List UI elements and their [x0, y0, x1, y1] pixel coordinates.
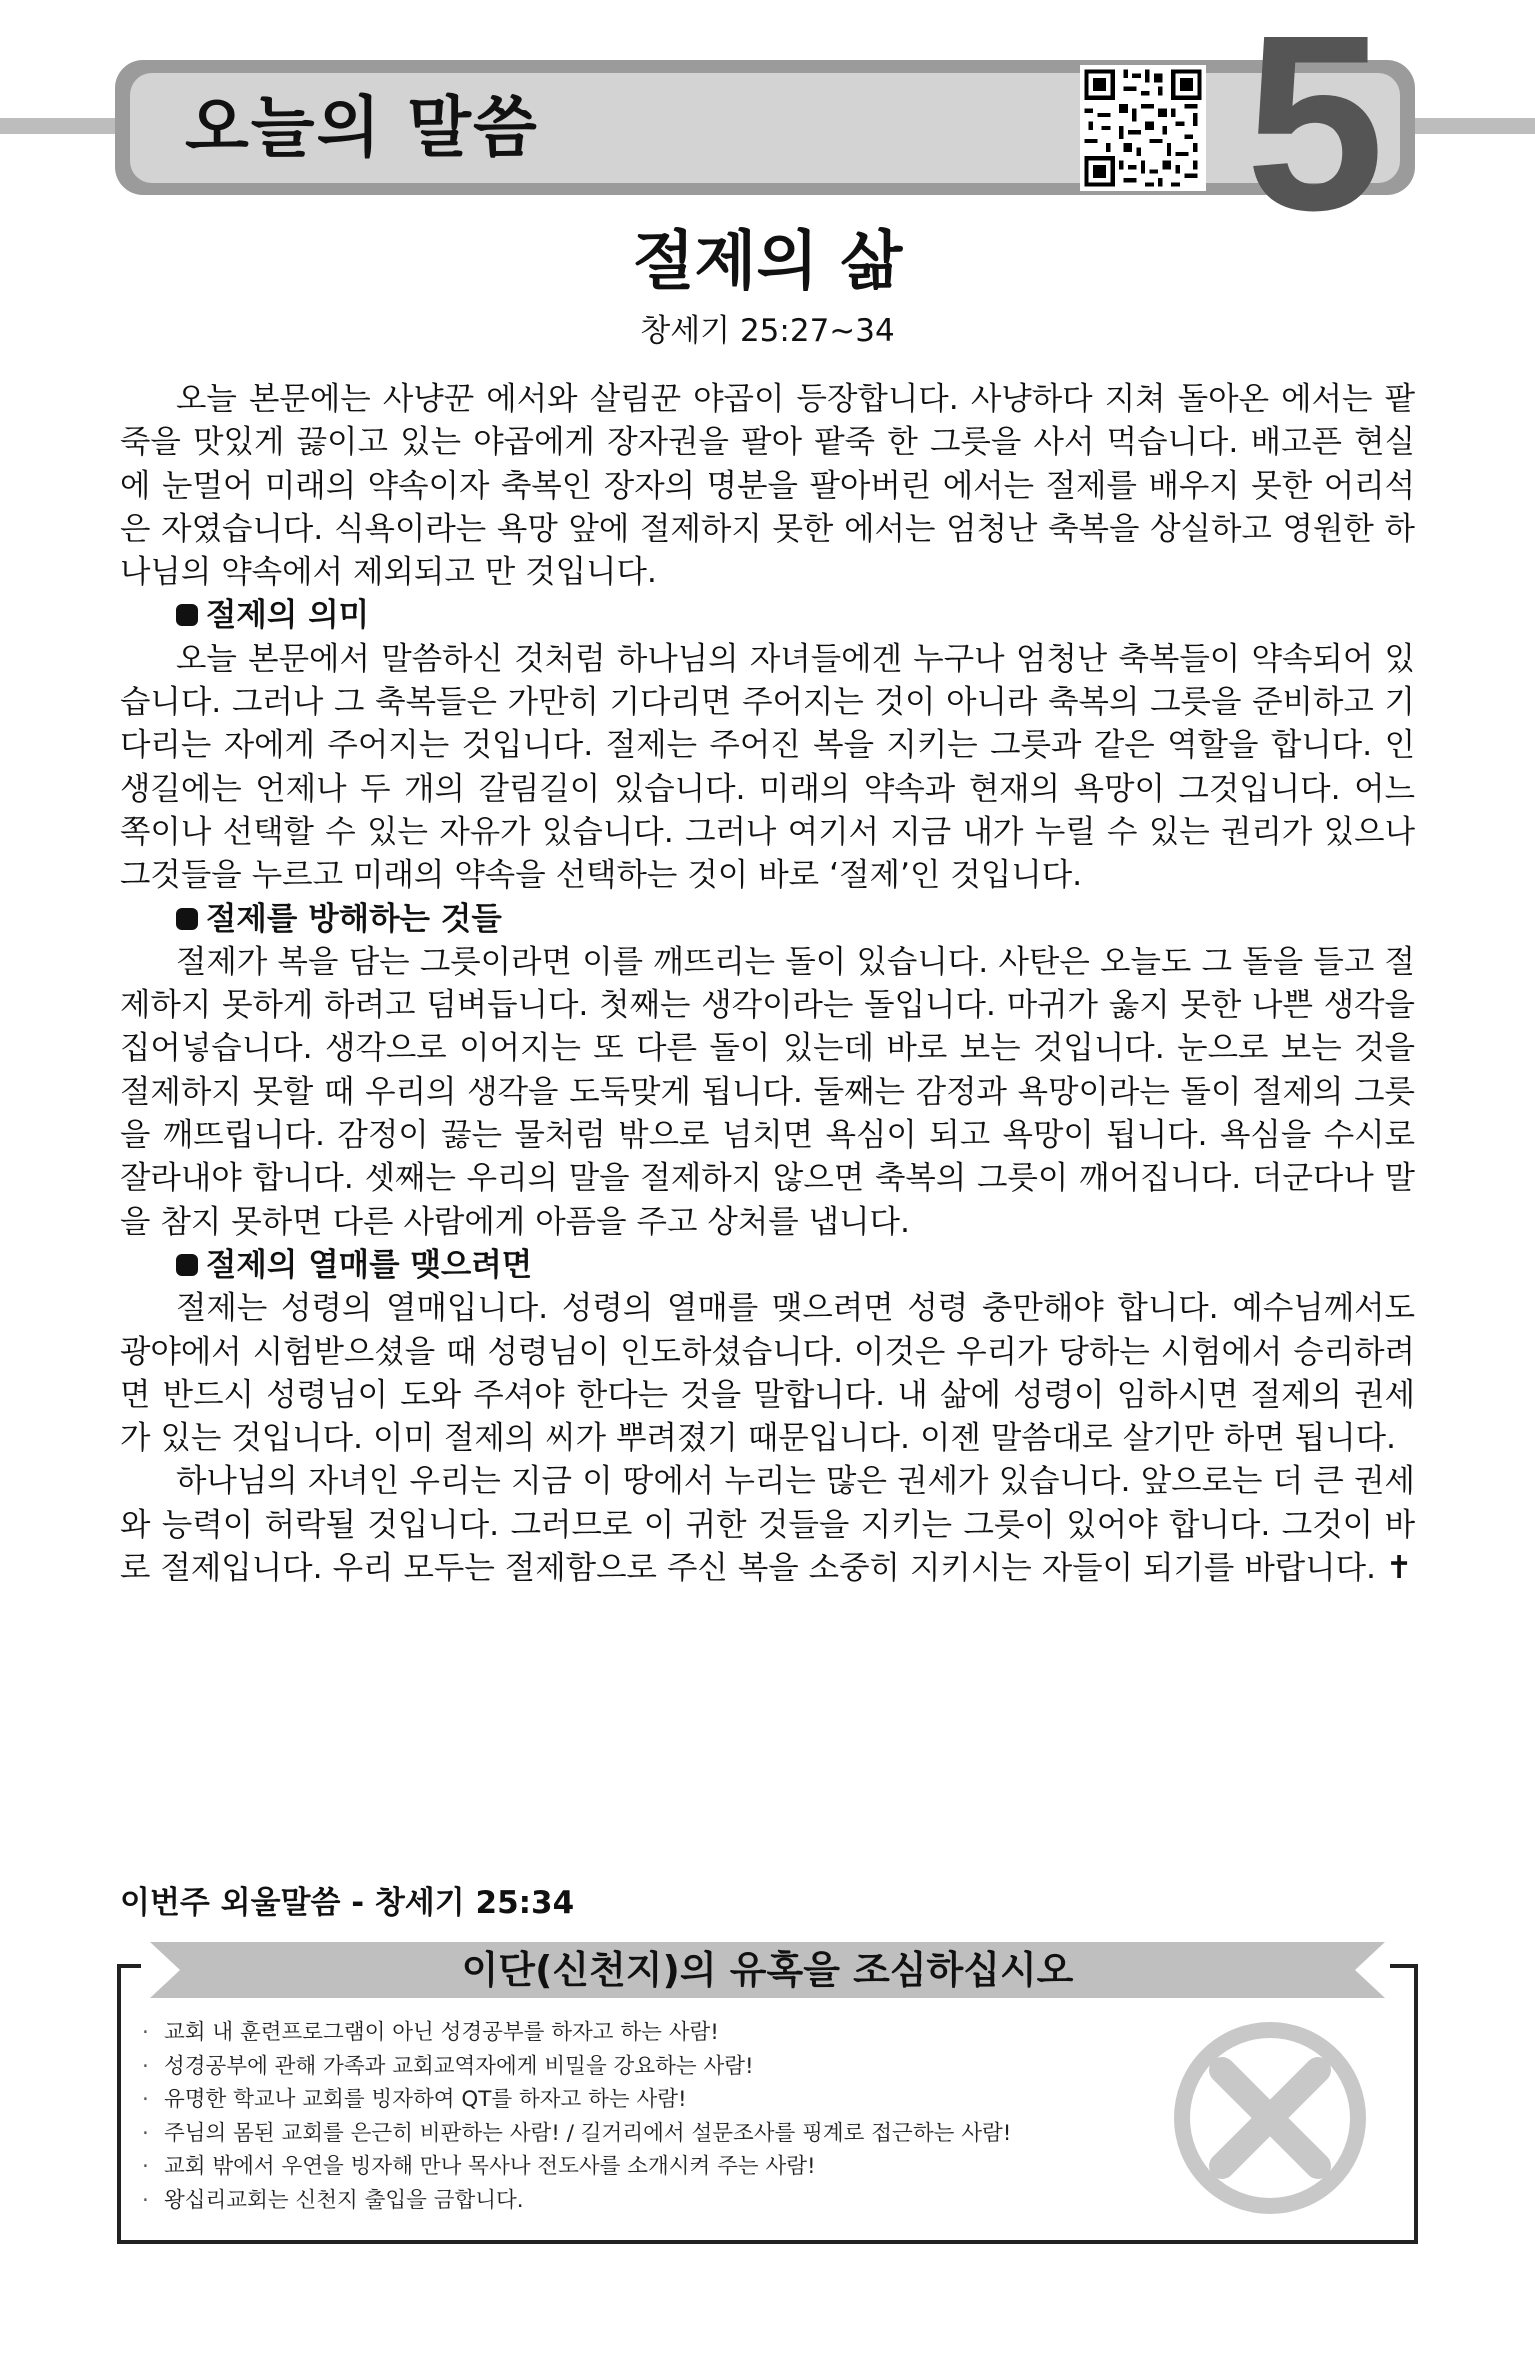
list-item: · 교회 밖에서 우연을 빙자해 만나 목사나 전도사를 소개시켜 주는 사람!	[140, 2150, 1140, 2184]
square-bullet-icon	[176, 604, 198, 626]
qr-code-icon[interactable]	[1080, 65, 1206, 191]
intro-paragraph: 오늘 본문에는 사냥꾼 에서와 살림꾼 야곱이 등장합니다. 사냥하다 지쳐 돌아온 에서는 팥죽을 맛있게 끓이고 있는 야곱에게 장자권을 팔아 팥죽 한 그릇을 사서 먹습니다. 배고픈 현실에 눈멀어 미래의 약속이자 축복인 장자의 명분을 팔아버린 에서는 절제를 배우지 못한 어리석은 자였습니다. 식욕이라는 욕망 앞에 절제하지 못한 에서는 엄청난 축복을 상실하고 영원한 하나님의 약속에서 제외되고 만 것입니다.	[120, 381, 1415, 591]
list-item: · 주님의 몸된 교회를 은근히 비판하는 사람! / 길거리에서 설문조사를 핑계로 접근하는 사람!	[140, 2117, 1140, 2151]
weekly-memory-verse: 이번주 외울말씀 - 창세기 25:34	[120, 1885, 575, 1921]
list-item: · 왕십리교회는 신천지 출입을 금합니다.	[140, 2184, 1140, 2218]
scripture-reference: 창세기 25:27~34	[640, 313, 895, 349]
section-paragraph: 절제는 성령의 열매입니다. 성령의 열매를 맺으려면 성령 충만해야 합니다. 예수님께서도 광야에서 시험받으셨을 때 성령님이 인도하셨습니다. 이것은 우리가 당하는 시험에서 승리하려면 반드시 성령님이 도와 주셔야 한다는 것을 말합니다. 내 삶에 성령이 임하시면 절제의 권세가 있는 것입니다. 이미 절제의 씨가 뿌려졌기 때문입니다. 이젠 말씀대로 살기만 하면 됩니다.	[120, 1290, 1415, 1457]
square-bullet-icon	[176, 1254, 198, 1276]
section-heading: 절제의 의미	[120, 594, 1415, 637]
section-heading: 절제를 방해하는 것들	[120, 898, 1415, 941]
x-circle-icon	[1170, 2018, 1370, 2218]
warning-box-corner	[117, 1964, 141, 1968]
list-item: · 유명한 학교나 교회를 빙자하여 QT를 하자고 하는 사람!	[140, 2083, 1140, 2117]
closing-paragraph: 하나님의 자녀인 우리는 지금 이 땅에서 누리는 많은 권세가 있습니다. 앞으로는 더 큰 권세와 능력이 허락될 것입니다. 그러므로 이 귀한 것들을 지키는 그릇이 있어야 합니다. 그것이 바로 절제입니다. 우리 모두는 절제함으로 주신 복을 소중히 지키시는 자들이 되기를 바랍니다. ✝	[120, 1463, 1415, 1587]
section-paragraph: 절제가 복을 담는 그릇이라면 이를 깨뜨리는 돌이 있습니다. 사탄은 오늘도 그 돌을 들고 절제하지 못하게 하려고 덤벼듭니다. 첫째는 생각이라는 돌입니다. 마귀가 옳지 못한 나쁜 생각을 집어넣습니다. 생각으로 이어지는 또 다른 돌이 있는데 바로 보는 것입니다. 눈으로 보는 것을 절제하지 못할 때 우리의 생각을 도둑맞게 됩니다. 둘째는 감정과 욕망이라는 돌이 절제의 그릇을 깨뜨립니다. 감정이 끓는 물처럼 밖으로 넘치면 욕심이 되고 욕망이 됩니다. 욕심을 수시로 잘라내야 합니다. 셋째는 우리의 말을 절제하지 않으면 축복의 그릇이 깨어집니다. 더군다나 말을 참지 못하면 다른 사람에게 아픔을 주고 상처를 냅니다.	[120, 943, 1415, 1240]
warning-list	[140, 2016, 1140, 2218]
page-number: 5	[1245, 0, 1385, 262]
square-bullet-icon	[176, 908, 198, 930]
warning-title: 이단(신천지)의 유혹을 조심하십시오	[461, 1948, 1074, 1992]
article-title: 절제의 삶	[632, 225, 903, 299]
list-item: · 교회 내 훈련프로그램이 아닌 성경공부를 하자고 하는 사람!	[140, 2016, 1140, 2050]
warning-box-corner	[1390, 1964, 1414, 1968]
section-heading: 절제의 열매를 맺으려면	[120, 1244, 1415, 1287]
section-paragraph: 오늘 본문에서 말씀하신 것처럼 하나님의 자녀들에겐 누구나 엄청난 축복들이 약속되어 있습니다. 그러나 그 축복들은 가만히 기다리면 주어지는 것이 아니라 축복의 그릇을 준비하고 기다리는 자에게 주어지는 것입니다. 절제는 주어진 복을 지키는 그릇과 같은 역할을 합니다. 인생길에는 언제나 두 개의 갈림길이 있습니다. 미래의 약속과 현재의 욕망이 그것입니다. 어느 쪽이나 선택할 수 있는 자유가 있습니다. 그러나 여기서 지금 내가 누릴 수 있는 권리가 있으나 그것들을 누르고 미래의 약속을 선택하는 것이 바로 ‘절제’인 것입니다.	[120, 640, 1415, 894]
article-body	[120, 378, 1415, 1590]
section-title: 오늘의 말씀	[185, 89, 539, 166]
list-item: · 성경공부에 관해 가족과 교회교역자에게 비밀을 강요하는 사람!	[140, 2050, 1140, 2084]
